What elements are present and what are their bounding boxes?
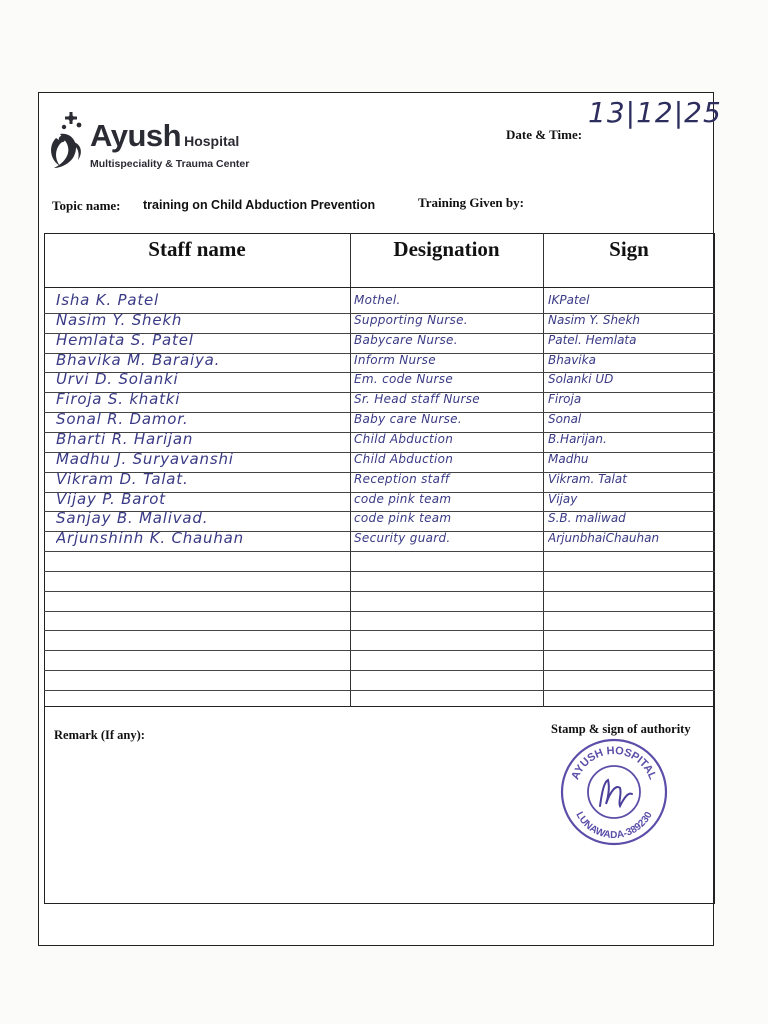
brand-title <box>90 118 239 154</box>
column-header-staff-name: Staff name <box>148 237 246 261</box>
date-label: Date & Time: <box>506 127 583 142</box>
hospital-stamp <box>558 736 670 846</box>
staff-name-cell: Madhu J. Suryavanshi <box>56 449 234 468</box>
designation-cell: Child Abduction <box>354 431 454 446</box>
designation-cell: Baby care Nurse. <box>354 412 462 427</box>
table-rule <box>44 650 715 651</box>
brand-suffix: Hospital <box>184 133 240 149</box>
table-rule <box>44 670 715 671</box>
date-value: 13|12|25 <box>588 96 722 129</box>
staff-name-cell: Vijay P. Barot <box>56 489 166 508</box>
header-divider <box>44 287 715 288</box>
designation-cell: code pink team <box>354 491 452 506</box>
column-header-designation: Designation <box>393 237 500 261</box>
staff-name-cell: Sonal R. Damor. <box>56 410 189 429</box>
authority-signature <box>600 780 632 806</box>
staff-name-cell: Bharti R. Harijan <box>56 429 194 448</box>
staff-name-cell: Isha K. Patel <box>56 291 159 309</box>
brand-name: Ayush <box>90 118 182 153</box>
signature-cell: Vijay <box>548 491 578 506</box>
topic-label: Topic name: <box>52 198 121 213</box>
remark-label: Remark (If any): <box>54 728 145 742</box>
designation-cell: Inform Nurse <box>354 352 436 367</box>
signature-cell: S.B. maliwad <box>548 511 626 526</box>
signature-cell: Vikram. Talat <box>548 471 627 486</box>
table-rule <box>44 690 715 691</box>
signature-cell: Bhavika <box>548 352 596 367</box>
signature-cell: Madhu <box>548 451 589 466</box>
signature-cell: IKPatel <box>548 293 590 307</box>
topic-value: training on Child Abduction Prevention <box>143 198 376 212</box>
designation-cell: Supporting Nurse. <box>354 312 468 327</box>
stamp-bottom-text: LUNAWADA-389230 <box>573 810 655 842</box>
designation-cell: Babycare Nurse. <box>354 332 458 347</box>
signature-cell: Sonal <box>548 412 582 427</box>
staff-name-cell: Urvi D. Solanki <box>56 370 179 389</box>
signature-cell: B.Harijan. <box>548 431 607 446</box>
staff-name-cell: Arjunshinh K. Chauhan <box>56 529 244 548</box>
table-rule <box>44 571 715 572</box>
ayush-family-logo-icon <box>46 112 90 174</box>
designation-cell: Child Abduction <box>354 451 454 466</box>
staff-name-cell: Firoja S. khatki <box>56 390 181 409</box>
brand-tagline: Multispeciality & Trauma Center <box>90 158 250 170</box>
signature-cell: Nasim Y. Shekh <box>548 312 640 327</box>
designation-cell: Security guard. <box>354 531 451 546</box>
staff-name-cell: Bhavika M. Baraiya. <box>56 350 221 369</box>
signature-cell: Firoja <box>548 392 582 407</box>
table-rule <box>44 551 715 552</box>
signature-cell: ArjunbhaiChauhan <box>548 531 660 546</box>
designation-cell: Em. code Nurse <box>354 372 454 387</box>
table-rule <box>44 611 715 612</box>
designation-cell: Reception staff <box>354 471 450 486</box>
training-given-by-label: Training Given by: <box>418 195 524 210</box>
staff-name-cell: Vikram D. Talat. <box>56 469 189 488</box>
stamp-top-text: AYUSH HOSPITAL <box>569 744 659 782</box>
table-rule <box>44 630 715 631</box>
column-header-sign: Sign <box>609 237 649 261</box>
hospital-logo <box>46 112 266 176</box>
column-divider <box>350 233 351 707</box>
staff-name-cell: Hemlata S. Patel <box>56 330 194 349</box>
signature-cell: Patel. Hemlata <box>548 332 637 347</box>
designation-cell: Sr. Head staff Nurse <box>354 392 480 407</box>
staff-name-cell: Sanjay B. Malivad. <box>56 509 209 528</box>
stamp-label: Stamp & sign of authority <box>551 722 691 736</box>
column-divider <box>543 233 544 707</box>
table-rule <box>44 591 715 592</box>
staff-name-cell: Nasim Y. Shekh <box>56 310 183 329</box>
designation-cell: code pink team <box>354 511 452 526</box>
signature-cell: Solanki UD <box>548 372 614 387</box>
designation-cell: Mothel. <box>354 293 401 307</box>
